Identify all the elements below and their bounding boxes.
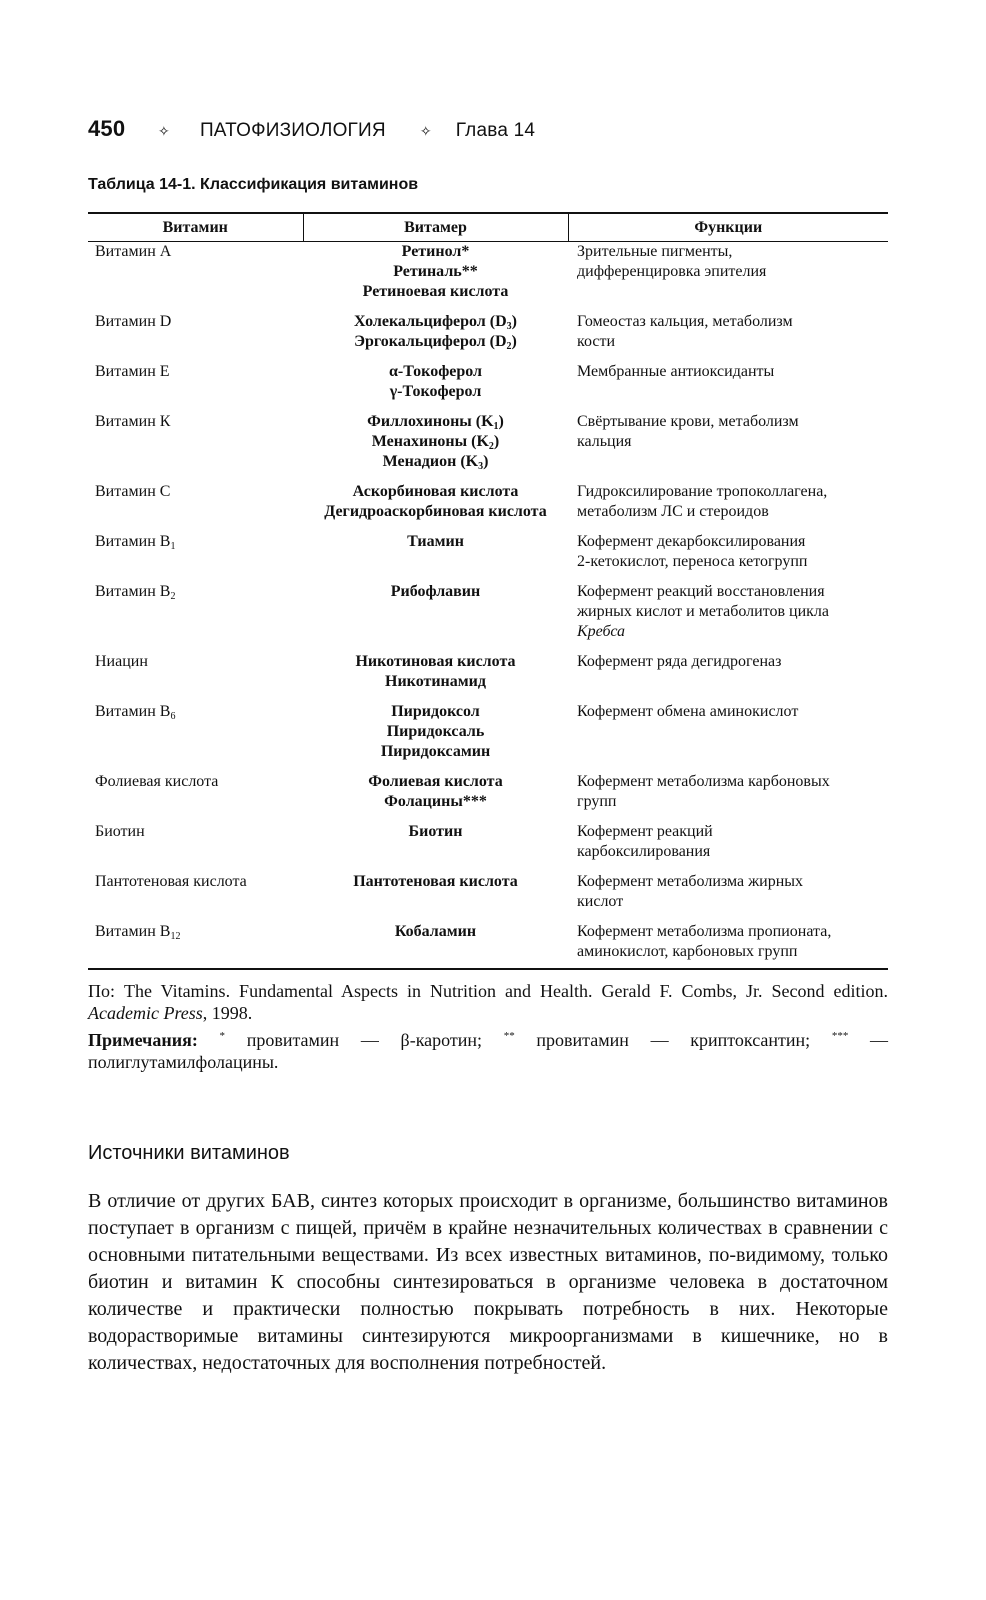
function-line: 2-кетокислот, переноса кетогрупп — [577, 553, 808, 570]
vitamin-functions — [568, 582, 888, 642]
function-line: карбоксилирования — [577, 843, 711, 860]
note-text-1: провитамин — β-каротин; — [225, 1030, 504, 1050]
vitamer-item: Фолиевая кислота — [368, 773, 503, 790]
vitamer-list — [303, 822, 568, 862]
table-row — [88, 582, 888, 642]
function-line: Кребса — [577, 623, 626, 640]
vitamin-name: Витамин $B_1$ — [95, 533, 176, 552]
spacer-cell — [568, 522, 888, 532]
spacer-cell — [568, 402, 888, 412]
function-line: Кофермент реакций — [577, 823, 713, 840]
notes-colon: : — [191, 1030, 198, 1050]
function-line: кости — [577, 333, 616, 350]
table-row — [88, 652, 888, 692]
table-row — [88, 482, 888, 522]
source-publisher: Academic Press — [88, 1003, 203, 1023]
vitamin-functions — [568, 412, 888, 472]
subscript: 1 — [170, 541, 176, 552]
function-line: аминокислот, карбоновых групп — [577, 943, 798, 960]
table-row — [88, 922, 888, 968]
vitamin-functions — [568, 702, 888, 762]
function-line: Свёртывание крови, метаболизм — [577, 413, 799, 430]
row-spacer — [88, 522, 888, 532]
vitamer-item: Менахиноны $(K_2)$ — [371, 433, 500, 452]
spacer-cell — [568, 692, 888, 702]
source-text: По: The Vitamins. Fundamental Aspects in Nutrition and Health. Gerald F. Combs, Jr. Second edition. — [88, 981, 888, 1001]
vitamer-item: Пантотеновая кислота — [353, 873, 518, 890]
vitamer-item: Рибофлавин — [390, 583, 481, 600]
vitamin-name: Витамин С — [95, 483, 171, 500]
vitamer-item: Дегидроаскорбиновая кислота — [324, 503, 547, 520]
vitamer-list — [303, 922, 568, 968]
spacer-cell — [88, 402, 303, 412]
column-header-functions: Функции — [568, 213, 888, 242]
table-row — [88, 362, 888, 402]
vitamer-item: Кобаламин — [394, 923, 477, 940]
function-line: Зрительные пигменты, — [577, 243, 733, 260]
function-line: метаболизм ЛС и стероидов — [577, 503, 769, 520]
vitamin-functions — [568, 242, 888, 303]
vitamin-name: Витамин $B_2$ — [95, 583, 176, 602]
spacer-cell — [88, 302, 303, 312]
table-row — [88, 532, 888, 572]
vitamer-item: Ретинол* — [401, 243, 470, 260]
spacer-cell — [568, 912, 888, 922]
vitamin-functions — [568, 922, 888, 968]
column-header-vitamer: Витамер — [303, 213, 568, 242]
spacer-cell — [303, 572, 568, 582]
function-line: Кофермент метаболизма пропионата, — [577, 923, 832, 940]
vitamer-list — [303, 362, 568, 402]
vitamin-functions — [568, 652, 888, 692]
vitamin-functions — [568, 822, 888, 862]
subscript: 2 — [506, 341, 512, 352]
chapter-label: Глава 14 — [455, 120, 536, 141]
table-caption: Таблица 14-1. Классификация витаминов — [88, 176, 419, 193]
table-row — [88, 772, 888, 812]
vitamer-item: Холекальциферол $(D_3)$ — [354, 313, 517, 332]
vitamin-functions — [568, 872, 888, 912]
vitamer-item: Эргокальциферол $(D_2)$ — [354, 333, 517, 352]
spacer-cell — [88, 572, 303, 582]
vitamer-list — [303, 772, 568, 812]
row-spacer — [88, 402, 888, 412]
vitamer-item: Пиридоксаль — [386, 723, 485, 740]
subscript: 1 — [493, 421, 499, 432]
spacer-cell — [303, 642, 568, 652]
column-header-vitamin: Витамин — [88, 213, 303, 242]
rule-cell — [88, 968, 303, 969]
spacer-cell — [568, 762, 888, 772]
spacer-cell — [88, 352, 303, 362]
function-line: Гидроксилирование тропоколлагена, — [577, 483, 828, 500]
spacer-cell — [303, 762, 568, 772]
vitamin-functions — [568, 312, 888, 352]
row-spacer — [88, 572, 888, 582]
vitamer-item: Никотиновая кислота — [355, 653, 516, 670]
row-spacer — [88, 762, 888, 772]
row-spacer — [88, 812, 888, 822]
table-bottom-rule — [88, 968, 888, 969]
spacer-cell — [88, 692, 303, 702]
row-spacer — [88, 302, 888, 312]
vitamer-list — [303, 652, 568, 692]
subscript: 12 — [170, 931, 181, 942]
spacer-cell — [88, 912, 303, 922]
note-mark-3: *** — [831, 1030, 849, 1042]
vitamer-item: γ-Токоферол — [389, 383, 482, 400]
vitamer-item: Биотин — [408, 823, 463, 840]
vitamer-item: α-Токоферол — [388, 363, 483, 380]
spacer-cell — [568, 472, 888, 482]
spacer-cell — [303, 912, 568, 922]
vitamin-name: Витамин $B_6$ — [95, 703, 176, 722]
spacer-cell — [303, 402, 568, 412]
spacer-cell — [568, 572, 888, 582]
table-row — [88, 702, 888, 762]
spacer-cell — [88, 472, 303, 482]
spacer-cell — [568, 352, 888, 362]
subscript: 2 — [170, 591, 176, 602]
body-paragraph: В отличие от других БАВ, синтез которых происходит в организме, большинство витаминов поступает в организм с пищей, причём в крайне незначительных количествах в сравнении с основными питательными веществами. Из всех известных витаминов, по-видимому, только биотин и витамин К способны синтезироваться в организме человека в достаточном количестве и практически полностью покрывать потребность в них. Некоторые водорастворимые витамины синтезируются микроорганизмами в кишечнике, но в количествах, недостаточных для восполнения потребностей. — [88, 1190, 888, 1374]
spacer-cell — [303, 692, 568, 702]
subscript: 3 — [506, 321, 512, 332]
function-line: Кофермент ряда дегидрогеназ — [577, 653, 782, 670]
vitamer-item: Пиридоксамин — [380, 743, 491, 760]
note-mark-2: ** — [503, 1030, 515, 1042]
vitamer-item: Менадион $(K_3)$ — [382, 453, 489, 472]
function-line: Кофермент метаболизма жирных — [577, 873, 804, 890]
table-body — [88, 242, 888, 970]
row-spacer — [88, 642, 888, 652]
spacer-cell — [303, 812, 568, 822]
spacer-cell — [88, 812, 303, 822]
vitamer-item: Филлохиноны $(K_1)$ — [367, 413, 504, 432]
spacer-cell — [568, 302, 888, 312]
vitamin-name: Витамин К — [95, 413, 171, 430]
spacer-cell — [303, 302, 568, 312]
spacer-cell — [568, 642, 888, 652]
subscript: 2 — [488, 441, 494, 452]
note-text-2: провитамин — криптоксантин; — [514, 1030, 832, 1050]
spacer-cell — [568, 812, 888, 822]
subscript: 6 — [170, 711, 176, 722]
vitamer-item: Фолацины*** — [384, 793, 487, 810]
row-spacer — [88, 912, 888, 922]
vitamin-name: Витамин $B_{12}$ — [95, 923, 181, 942]
spacer-cell — [303, 352, 568, 362]
function-line: жирных кислот и метаболитов цикла — [577, 603, 830, 620]
vitamer-list — [303, 412, 568, 472]
diamond-separator-icon: ✧ — [419, 123, 432, 139]
note-text-3: — полиглутамилфолацины. — [88, 1030, 889, 1072]
row-spacer — [88, 862, 888, 872]
function-line: Кофермент реакций восстановления — [577, 583, 825, 600]
table-row — [88, 822, 888, 862]
function-line: Мембранные антиоксиданты — [577, 363, 775, 380]
source-year: , 1998. — [202, 1003, 253, 1023]
function-line: групп — [577, 793, 617, 810]
page-number: 450 — [88, 116, 126, 141]
function-line: дифференцировка эпителия — [577, 263, 767, 280]
table-row — [88, 242, 888, 303]
spacer-cell — [88, 522, 303, 532]
vitamin-functions — [568, 772, 888, 812]
table-notes — [88, 1025, 888, 1073]
spacer-cell — [88, 762, 303, 772]
vitamer-item: Тиамин — [407, 533, 464, 550]
rule-cell — [303, 968, 568, 969]
running-head — [88, 116, 535, 142]
row-spacer — [88, 472, 888, 482]
vitamer-item: Ретиналь** — [393, 263, 478, 280]
spacer-cell — [88, 862, 303, 872]
table-row — [88, 412, 888, 472]
spacer-cell — [568, 862, 888, 872]
spacer-cell — [303, 862, 568, 872]
vitamer-list — [303, 872, 568, 912]
book-title: ПАТОФИЗИОЛОГИЯ — [199, 120, 386, 141]
vitamin-name: Пантотеновая кислота — [95, 873, 247, 890]
function-line: Кофермент обмена аминокислот — [577, 703, 799, 720]
row-spacer — [88, 692, 888, 702]
source-citation — [88, 980, 888, 1024]
function-line: кальция — [577, 433, 632, 450]
vitamin-classification-table — [88, 212, 888, 970]
row-spacer — [88, 352, 888, 362]
vitamer-list — [303, 312, 568, 352]
vitamer-item: Пиридоксол — [391, 703, 480, 720]
vitamin-functions — [568, 362, 888, 402]
function-line: Кофермент метаболизма карбоновых — [577, 773, 830, 790]
vitamer-item: Аскорбиновая кислота — [352, 483, 519, 500]
vitamer-item: Ретиноевая кислота — [362, 283, 509, 300]
vitamer-item: Никотинамид — [385, 673, 486, 690]
vitamer-list — [303, 482, 568, 522]
vitamer-list — [303, 532, 568, 572]
note-mark-1: * — [219, 1030, 226, 1042]
spacer-cell — [88, 642, 303, 652]
spacer-cell — [303, 472, 568, 482]
notes-label: Примечания — [88, 1030, 192, 1050]
vitamin-name: Ниацин — [95, 653, 148, 670]
rule-cell — [568, 968, 888, 969]
subscript: 3 — [478, 461, 484, 472]
vitamin-name: Фолиевая кислота — [95, 773, 219, 790]
vitamer-list — [303, 242, 568, 303]
vitamin-name: Витамин А — [95, 243, 172, 260]
vitamin-name: Витамин Е — [95, 363, 170, 380]
section-title: Источники витаминов — [88, 1142, 290, 1164]
diamond-separator-icon: ✧ — [158, 123, 170, 139]
vitamer-list — [303, 582, 568, 642]
function-line: кислот — [577, 893, 624, 910]
vitamin-name: Витамин D — [95, 313, 172, 330]
vitamin-functions — [568, 482, 888, 522]
vitamin-name: Биотин — [95, 823, 145, 840]
function-line: Кофермент декарбоксилирования — [577, 533, 806, 550]
function-line: Гомеостаз кальция, метаболизм — [577, 313, 793, 330]
table-header-row — [88, 213, 888, 242]
vitamer-list — [303, 702, 568, 762]
table-row — [88, 312, 888, 352]
table-row — [88, 872, 888, 912]
spacer-cell — [303, 522, 568, 532]
vitamin-functions — [568, 532, 888, 572]
